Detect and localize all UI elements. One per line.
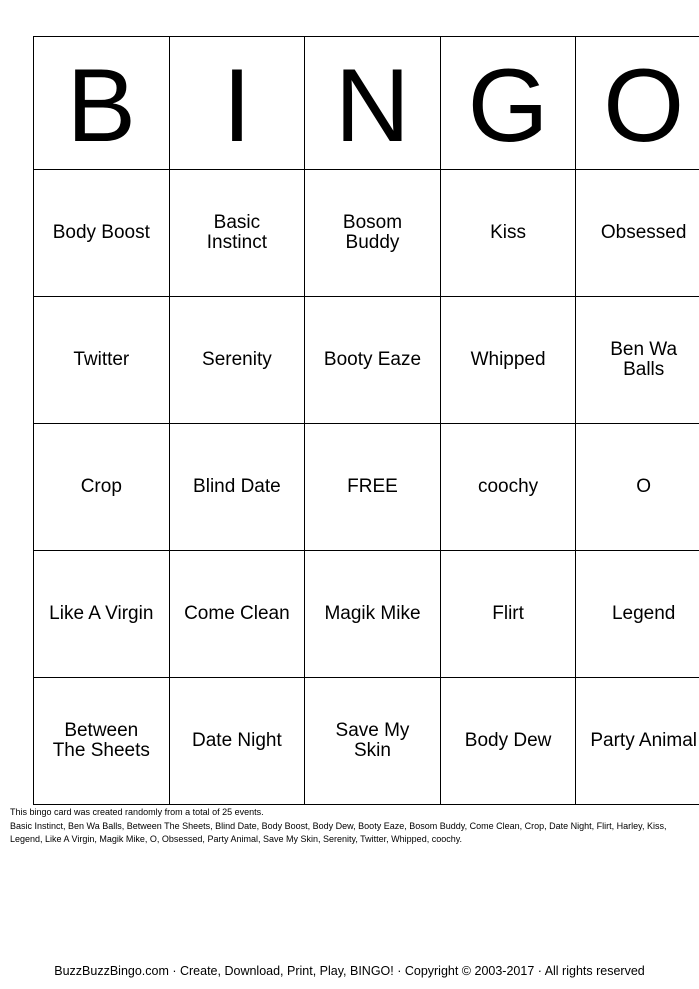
header-letter-n: N: [305, 37, 441, 170]
cell-label: Body Boost: [52, 222, 150, 243]
bingo-cell: [169, 297, 305, 424]
bingo-cell: [576, 170, 699, 297]
cell-label: Obsessed: [600, 222, 687, 243]
bingo-cell: [576, 424, 699, 551]
bingo-cell: [169, 424, 305, 551]
cell-label: Come Clean: [184, 603, 290, 624]
footnote-summary: This bingo card was created randomly from a total of 25 events.: [10, 807, 264, 817]
bingo-cell: [576, 678, 699, 805]
bingo-cell: [34, 424, 170, 551]
bingo-cell: [576, 297, 699, 424]
cell-label: Whipped: [470, 349, 546, 370]
bingo-cell: [440, 297, 576, 424]
bingo-cell: [34, 297, 170, 424]
cell-label: Flirt: [492, 603, 524, 624]
cell-label: Between The Sheets: [52, 720, 150, 761]
cell-label: Magik Mike: [324, 603, 421, 624]
bingo-cell: [169, 170, 305, 297]
page-footer: BuzzBuzzBingo.com · Create, Download, Print, Play, BINGO! · Copyright © 2003-2017 · All rights reserved: [54, 964, 645, 978]
header-letter-g: G: [440, 37, 576, 170]
bingo-cell: [440, 678, 576, 805]
cell-label: Blind Date: [193, 476, 281, 497]
bingo-cell: [305, 551, 441, 678]
header-letter-i: I: [169, 37, 305, 170]
cell-label: Crop: [80, 476, 122, 497]
bingo-cell: [169, 551, 305, 678]
bingo-row-5: [34, 678, 699, 805]
bingo-cell: [34, 678, 170, 805]
bingo-cell: [576, 551, 699, 678]
cell-label: Serenity: [202, 349, 272, 370]
cell-label: O: [636, 476, 652, 497]
bingo-cell: [169, 678, 305, 805]
free-space-label: FREE: [347, 476, 398, 497]
bingo-row-1: [34, 170, 699, 297]
cell-label: Kiss: [490, 222, 527, 243]
bingo-cell: [305, 297, 441, 424]
bingo-cell: [440, 551, 576, 678]
cell-label: Booty Eaze: [323, 349, 422, 370]
cell-label: Ben Wa Balls: [610, 339, 678, 380]
bingo-cell: [440, 170, 576, 297]
cell-label: Like A Virgin: [49, 603, 154, 624]
header-letter-b: B: [34, 37, 170, 170]
cell-label: Save My Skin: [335, 720, 410, 761]
bingo-header-row: [34, 37, 699, 170]
cell-label: Legend: [611, 603, 676, 624]
cell-label: Bosom Buddy: [342, 212, 403, 253]
cell-label: coochy: [477, 476, 539, 497]
header-letter-o: O: [576, 37, 699, 170]
bingo-cell: [305, 678, 441, 805]
bingo-cell: [34, 170, 170, 297]
bingo-card: [33, 36, 699, 805]
bingo-cell: [305, 170, 441, 297]
bingo-cell: [440, 424, 576, 551]
bingo-row-2: [34, 297, 699, 424]
bingo-row-4: [34, 551, 699, 678]
cell-label: Twitter: [73, 349, 130, 370]
cell-label: Basic Instinct: [206, 212, 267, 253]
cell-label: Date Night: [192, 730, 282, 751]
card-footnote: [10, 806, 692, 847]
footnote-event-list: Basic Instinct, Ben Wa Balls, Between The Sheets, Blind Date, Body Boost, Body Dew, Booty Eaze, Bosom Buddy, Come Clean, Crop, Date Night, Flirt, Harley, Kiss, Legend, Like A Virgin, Magik Mike, O, Obsessed, Party Animal, Save My Skin, Serenity, Twitter, Whipped, coochy.: [10, 820, 667, 844]
free-space-cell: [305, 424, 441, 551]
bingo-cell: [34, 551, 170, 678]
cell-label: Party Animal: [590, 730, 697, 751]
bingo-row-3: [34, 424, 699, 551]
cell-label: Body Dew: [464, 730, 552, 751]
